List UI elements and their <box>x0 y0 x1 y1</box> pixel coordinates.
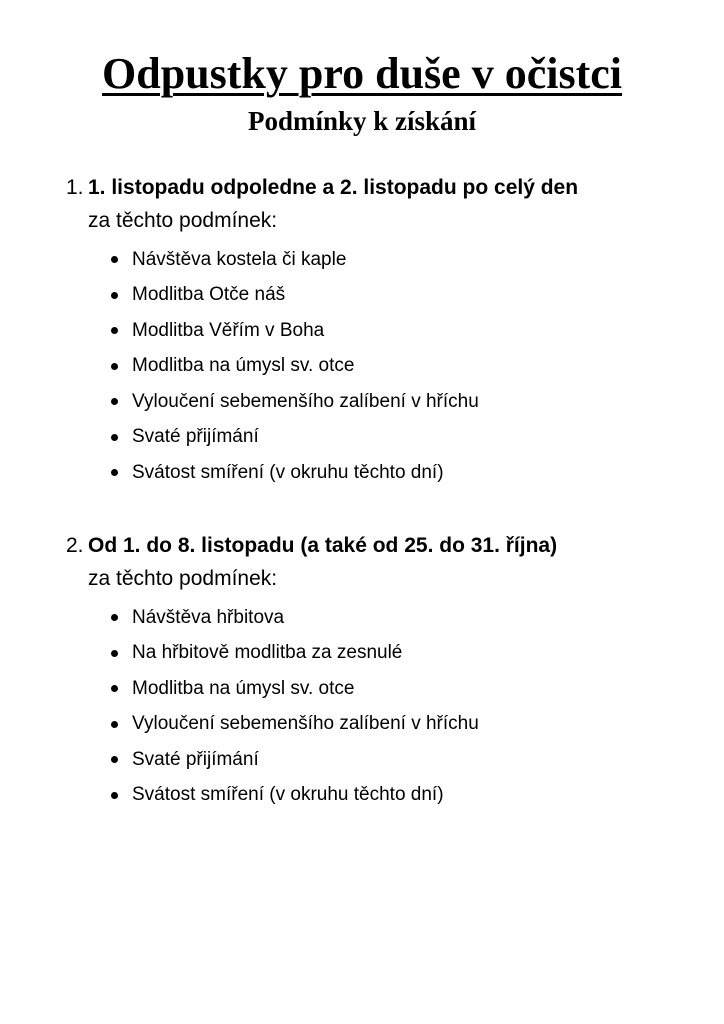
document-subtitle: Podmínky k získání <box>247 106 477 136</box>
list-item-text: Návštěva kostela či kaple <box>132 248 347 270</box>
bullet-icon <box>111 292 118 299</box>
list-item <box>66 707 686 743</box>
list-item <box>66 742 686 778</box>
list-item <box>66 600 686 636</box>
section-1-heading <box>66 172 686 204</box>
list-item <box>66 313 686 349</box>
list-item-text: Modlitba Věřím v Boha <box>132 319 325 341</box>
section-2-title: Od 1. do 8. listopadu (a také od 25. do 31. října) <box>88 534 558 557</box>
document-title: Odpustky pro duše v očistci <box>102 49 622 98</box>
section-2-list <box>66 600 686 813</box>
section-2 <box>66 530 686 813</box>
bullet-icon <box>111 327 118 334</box>
list-item-text: Modlitba na úmysl sv. otce <box>132 677 355 699</box>
section-1-subheading: za těchto podmínek: <box>88 209 278 232</box>
list-item <box>66 384 686 420</box>
bullet-icon <box>111 434 118 441</box>
bullet-icon <box>111 469 118 476</box>
bullet-icon <box>111 398 118 405</box>
list-item <box>66 778 686 814</box>
list-item-text: Modlitba na úmysl sv. otce <box>132 355 355 377</box>
list-item-text: Svátost smíření (v okruhu těchto dní) <box>132 461 444 483</box>
bullet-icon <box>111 756 118 763</box>
bullet-icon <box>111 792 118 799</box>
list-item <box>66 349 686 385</box>
bullet-icon <box>111 614 118 621</box>
section-1-list <box>66 242 686 491</box>
section-1 <box>66 172 686 491</box>
list-item <box>66 671 686 707</box>
bullet-icon <box>111 363 118 370</box>
section-2-number: 2. <box>66 534 84 557</box>
section-1-title: 1. listopadu odpoledne a 2. listopadu po celý den <box>88 176 579 199</box>
list-item-text: Modlitba Otče náš <box>132 284 286 306</box>
list-item <box>66 242 686 278</box>
list-item-text: Na hřbitově modlitba za zesnulé <box>132 642 403 664</box>
section-2-heading <box>66 530 686 562</box>
list-item-text: Vyloučení sebemenšího zalíbení v hříchu <box>132 713 479 735</box>
list-item-text: Svaté přijímání <box>132 748 259 770</box>
section-1-number: 1. <box>66 176 84 199</box>
list-item-text: Vyloučení sebemenšího zalíbení v hříchu <box>132 390 479 412</box>
section-2-subheading: za těchto podmínek: <box>88 567 278 590</box>
list-item-text: Svaté přijímání <box>132 426 259 448</box>
list-item <box>66 420 686 456</box>
list-item-text: Návštěva hřbitova <box>132 606 285 628</box>
list-item-text: Svátost smíření (v okruhu těchto dní) <box>132 784 444 806</box>
list-item <box>66 278 686 314</box>
bullet-icon <box>111 685 118 692</box>
list-item <box>66 455 686 491</box>
bullet-icon <box>111 721 118 728</box>
bullet-icon <box>111 650 118 657</box>
bullet-icon <box>111 256 118 263</box>
list-item <box>66 636 686 672</box>
